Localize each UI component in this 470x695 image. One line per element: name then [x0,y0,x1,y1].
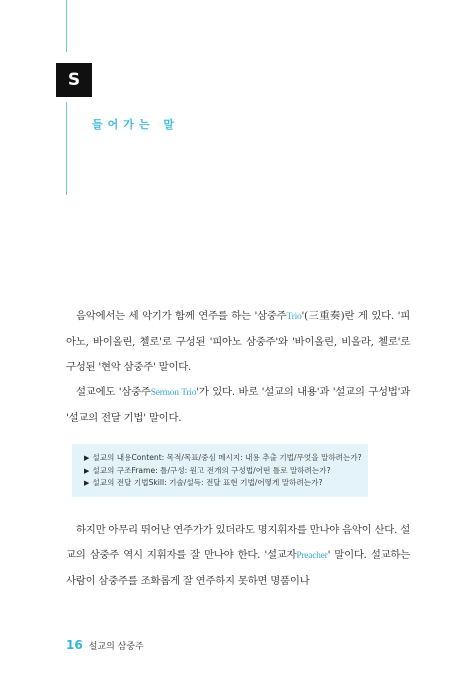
section-badge: S [56,63,92,97]
body-text: ' 말이다. 설교하는 사람이 삼중주를 조화롭게 잘 연주하지 못하면 명품이나 [66,549,410,587]
summary-box [72,444,368,497]
section-title: 들어가는 말 [92,118,179,131]
body-text: '가 있다. 바로 '설교의 내용'과 '설교의 구성법'과 '설교의 전달 기법' 말이다. [66,386,411,424]
latin-term: Preacher [296,551,328,561]
body-paragraph-2 [66,518,410,594]
triangle-bullet-icon: ▶ [84,466,90,475]
summary-item [84,452,362,465]
margin-rule-middle [66,102,67,195]
latin-term: Sermon Trio [150,388,197,398]
body-text: 음악에서는 세 악기가 함께 연주를 하는 '삼중주 [76,310,287,322]
summary-item [84,465,356,478]
body-text: 하지만 아무리 뛰어난 연주가가 있더라도 명지휘자를 만나야 음악이 산다. 설교의 삼중주 역시 지휘자를 잘 만나야 한다. '설교자 [66,524,410,561]
summary-item [84,477,356,490]
summary-item-text: 설교의 전달 기법Skill: 기술/설득: 전달 표현 기법/어떻게 말하려는가? [92,478,323,487]
margin-rule-top [66,0,67,52]
body-text: '(三重奏)란 게 있다. '피아노, 바이올린, 첼로'로 구성된 '피아노 삼중주'와 '바이올린, 비올라, 첼로'로 구성된 '현악 삼중주' 말이다. [66,310,410,373]
triangle-bullet-icon: ▶ [84,454,90,462]
page-footer [66,638,144,652]
body-paragraph-1 [66,304,410,431]
latin-term: Trio [286,312,302,322]
summary-item-text: 설교의 내용Content: 목적/목표/중심 메시지: 내용 추출 기법/무엇을 말하려는가? [92,453,362,462]
triangle-bullet-icon: ▶ [84,479,90,487]
running-title: 설교의 삼중주 [88,642,144,652]
body-text: 설교에도 '삼중주 [76,386,151,398]
page-number: 16 [66,638,83,652]
summary-item-text: 설교의 구조Frame: 틀/구성: 원고 전개의 구성법/어떤 틀로 말하려는가? [92,465,331,475]
